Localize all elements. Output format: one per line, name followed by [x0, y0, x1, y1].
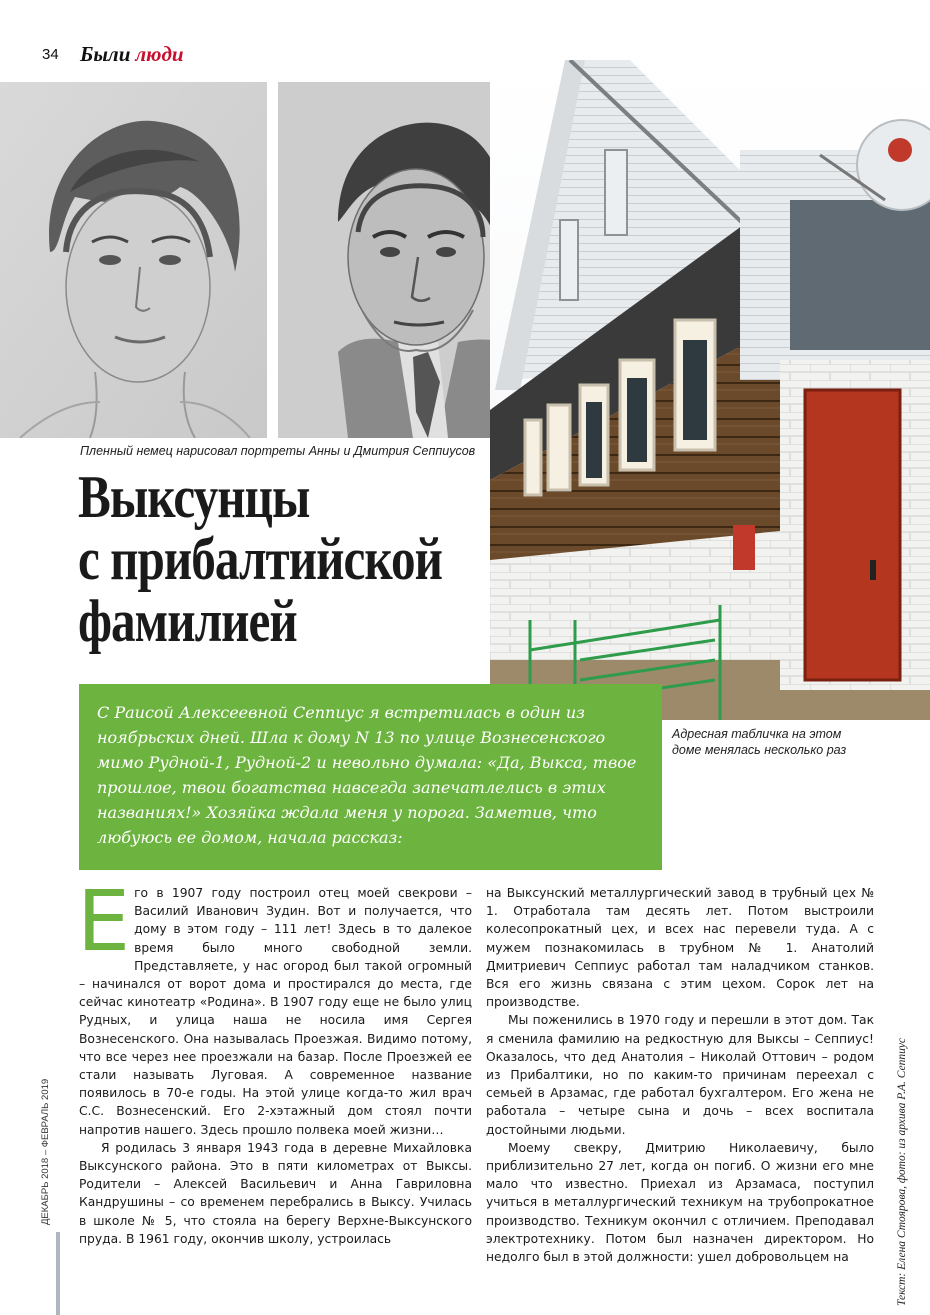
issue-date-text: ДЕКАБРЬ 2018 – ФЕВРАЛЬ 2019: [40, 1078, 51, 1225]
issue-date-vertical: [40, 1075, 52, 1225]
article-paragraph-4: Мы поженились в 1970 году и перешли в этот дом. Так я сменила фамилию на редкостную для Выксы – Сеппиус! Оказалось, что дед Анатолия – Николай Оттович – родом из Прибалтики, но по каким-то причинам переехал с семьей в Арзамас, где работал бухгалтером. Его жена не работала – четыре сына и дочь – всех воспитала достойными людьми.: [486, 1013, 874, 1137]
paragraph-1-text: го в 1907 году построил отец моей свекрови – Василий Иванович Зудин. Вот и получается, что дому в этом году – 111 лет! Здесь в то далекое время было много свободной земли. Представляете, у нас огород был такой огромный – начинался от ворот дома и простирался до места, где сейчас кинотеатр «Родина». В 1907 году еще не было улиц Рудных, и улица наша не носила имя Сергея Вознесенского. Она называлась Проезжая. Видимо потому, что все через нее проезжали на базар. После Проезжей ее стали называть Луговая. А современное название появилось в 70-е годы. На этой улице когда-то жил врач С.С. Вознесенский. Его 2-хэтажный дом стоял почти напротив нашего. Здесь прошло полвека моей жизни…: [79, 886, 472, 1137]
portraits-caption: Пленный немец нарисовал портреты Анны и Дмитрия Сеппиусов: [80, 444, 476, 458]
house-photo: [490, 60, 930, 720]
credits-text: Текст: Елена Стоярова, фото: из архива Р.А. Сеппиус: [896, 1037, 908, 1306]
credits-vertical: [896, 1037, 910, 1315]
intro-text: С Раисой Алексеевной Сеппиус я встретилась в один из ноябрьских дней. Шла к дому N 13 по улице Вознесенского мимо Рудной-1, Рудной-2 и невольно думала: «Да, Выкса, твое прошлое, твои богатства навсегда запечатлелись в этих названиях!» Хозяйка ждала меня у порога. Заметив, что любуюсь ее домом, начала рассказ:: [97, 703, 637, 847]
house-photo-caption: Адресная табличка на этом доме менялась несколько раз: [672, 727, 847, 757]
portrait-anna-sketch: [0, 82, 267, 438]
article-paragraph-1: [77, 872, 472, 1139]
page-number: 34: [42, 46, 59, 63]
headline-line-1: Выксунцы: [78, 464, 310, 530]
headline-line-3: фамилией: [78, 588, 297, 654]
rubric-word-2: люди: [135, 42, 184, 66]
intro-box: [79, 684, 662, 870]
article-paragraph-5: Моему свекру, Дмитрию Николаевичу, было приблизительно 27 лет, когда он погиб. О жизни его мне мало что известно. Приехал из Арзамаса, поступил учиться в металлургический техникум на трубопрокатное производство. Техникум окончил с отличием. Преподавал электротехнику. Потом был назначен директором. Но недолго был в этой должности: ушел добровольцем на: [486, 1140, 874, 1265]
article-headline: [78, 464, 443, 654]
article-column-right: [486, 884, 874, 1266]
headline-line-2: с прибалтийской: [78, 526, 443, 592]
rubric-word-1: Были: [80, 42, 131, 66]
section-rubric: [80, 42, 184, 67]
article-paragraph-2: Я родилась 3 января 1943 года в деревне Михайловка Выксунского района. Это в пяти километрах от Выксы. Родители – Алексей Васильевич и Анна Гавриловна Кандрушины – со временем перебрались в Выксу. Училась в школе № 5, что стояла на берегу Верхне-Выксунского пруда. В 1961 году, окончив школу, устроилась: [79, 1140, 472, 1246]
article-paragraph-3: на Выксунский металлургический завод в трубный цех № 1. Отработала там десять лет. Потом выстроили колесопрокатный цех, и всех нас перевели туда. А с мужем познакомилась в трубном № 1. Анатолий Дмитриевич Сеппиус работал там наладчиком станков. Вся его жизнь связана с этим цехом. Сорок лет на производстве.: [486, 886, 874, 1010]
article-column-left: [77, 872, 472, 1248]
side-decorative-bar: [56, 1232, 60, 1315]
drop-cap: Е: [77, 872, 131, 970]
